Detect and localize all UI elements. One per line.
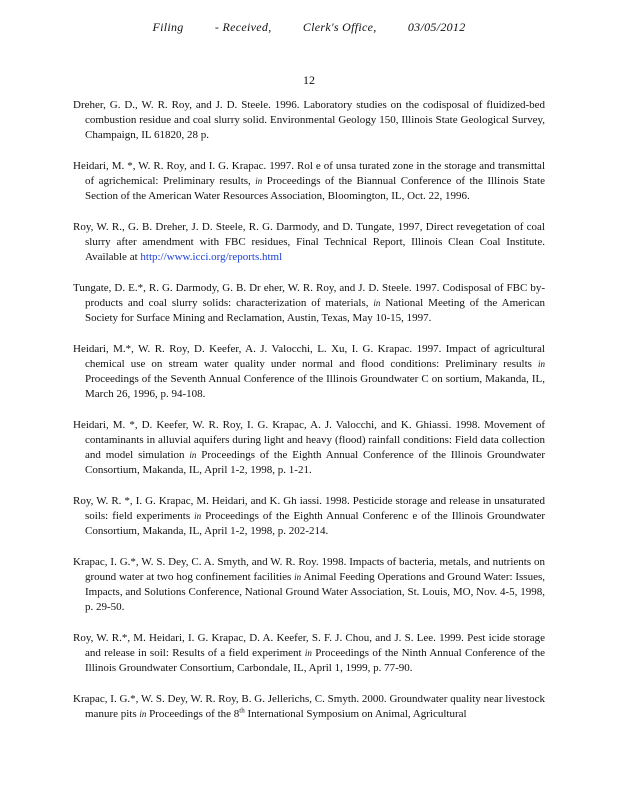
reference-text: Proceedings of the Eighth Annual Conference of the Illinois Groundwater Consortium, Makanda, IL, April 1-2, 1998, p. 1-21. (85, 449, 545, 476)
reference-in: in (255, 176, 263, 186)
reference-6 (73, 418, 545, 478)
reference-text: Proceedings of the 8 (146, 708, 240, 720)
reference-8 (73, 555, 545, 615)
reference-text: Proceedings of the Ninth Annual Conference of the Illinois Groundwater Consortium, Carbondale, IL, April 1, 1999, p. 77-90. (85, 647, 545, 674)
reference-in: in (194, 511, 202, 521)
reference-in: in (373, 298, 381, 308)
reference-text: Roy, W. R.*, M. Heidari, I. G. Krapac, D. A. Keefer, S. F. J. Chou, and J. S. Lee. 1999. Pest icide storage and release in soil: Results of a field experiment (73, 632, 545, 659)
filing-header (0, 20, 618, 35)
reference-10 (73, 692, 545, 722)
reference-text: Dreher, G. D., W. R. Roy, and J. D. Steele. 1996. Laboratory studies on the codisposal of fluidized-bed combustion residue and coal slurry solid. Environmental Geology 150, Illinois State Geological Survey, Champaign, IL 61820, 28 p. (73, 99, 545, 141)
reference-list (73, 98, 545, 738)
reference-text: International Symposium on Animal, Agricultural (244, 708, 467, 720)
header-date: 03/05/2012 (407, 20, 466, 34)
reference-3 (73, 220, 545, 265)
header-office: Clerk's Office, (302, 20, 377, 34)
reference-text: Heidari, M. *, D. Keefer, W. R. Roy, I. G. Krapac, A. J. Valocchi, and K. Ghiassi. 1998. Movement of contaminants in alluvial aquifers during light and heavy (flood) rainfall conditions: Field data collection and model simulation (73, 419, 545, 461)
reference-text: Krapac, I. G.*, W. S. Dey, W. R. Roy, B. G. Jellerichs, C. Smyth. 2000. Groundwater quality near livestock manure pits (73, 693, 545, 720)
reference-text: Proceedings of the Biannual Conference of the Illinois State Section of the American Water Resources Association, Bloomington, IL, Oct. 22, 1996. (85, 175, 545, 202)
reports-link[interactable]: http://www.icci.org/reports.html (140, 251, 283, 263)
reference-text: Heidari, M. *, W. R. Roy, and I. G. Krapac. 1997. Rol e of unsa turated zone in the storage and transmittal of agrichemical: Preliminary results, (73, 160, 545, 187)
reference-9 (73, 631, 545, 676)
header-filing: Filing (152, 20, 184, 34)
reference-in: in (294, 572, 302, 582)
ordinal-superscript: th (239, 706, 245, 715)
reference-in: in (189, 450, 197, 460)
reference-text: Tungate, D. E.*, R. G. Darmody, G. B. Dr eher, W. R. Roy, and J. D. Steele. 1997. Codisposal of FBC by-products and coal slurry solids: characterization of materials, (73, 282, 545, 309)
reference-text: Roy, W. R., G. B. Dreher, J. D. Steele, R. G. Darmody, and D. Tungate, 1997, Direct revegetation of coal slurry after amendment with FBC residues, Final Technical Report, Illinois Clean Coal Institute. Available at (73, 221, 545, 263)
reference-7 (73, 494, 545, 539)
page-number: 12 (303, 73, 315, 87)
reference-5 (73, 342, 545, 402)
reference-in: in (304, 648, 312, 658)
reference-4 (73, 281, 545, 326)
reference-text: National Meeting of the American Society for Surface Mining and Reclamation, Austin, Texas, May 10-15, 1997. (85, 297, 545, 324)
reference-text: Roy, W. R. *, I. G. Krapac, M. Heidari, and K. Gh iassi. 1998. Pesticide storage and release in unsaturated soils: field experiments (73, 495, 545, 522)
reference-text: Animal Feeding Operations and Ground Water: Issues, Impacts, and Solutions Conference, National Ground Water Association, St. Louis, MO, Nov. 4-5, 1998, p. 29-50. (85, 571, 545, 613)
reference-text: Proceedings of the Eighth Annual Conferenc e of the Illinois Groundwater Consortium, Makanda, IL, April 1-2, 1998, p. 202-214. (85, 510, 545, 537)
reference-in: in (139, 709, 147, 719)
header-received: - Received, (214, 20, 272, 34)
reference-text: Heidari, M.*, W. R. Roy, D. Keefer, A. J. Valocchi, L. Xu, I. G. Krapac. 1997. Impact of agricultural chemical use on stream water quality under normal and flood conditions: Preliminary results (73, 343, 545, 370)
reference-text: Krapac, I. G.*, W. S. Dey, C. A. Smyth, and W. R. Roy. 1998. Impacts of bacteria, metals, and nutrients on ground water at two hog confinement facilities (73, 556, 545, 583)
reference-1 (73, 98, 545, 143)
reference-2 (73, 159, 545, 204)
reference-in: in (537, 359, 545, 369)
reference-text: Proceedings of the Seventh Annual Conference of the Illinois Groundwater C on sortium, Makanda, IL, March 26, 1996, p. 94-108. (85, 373, 545, 400)
